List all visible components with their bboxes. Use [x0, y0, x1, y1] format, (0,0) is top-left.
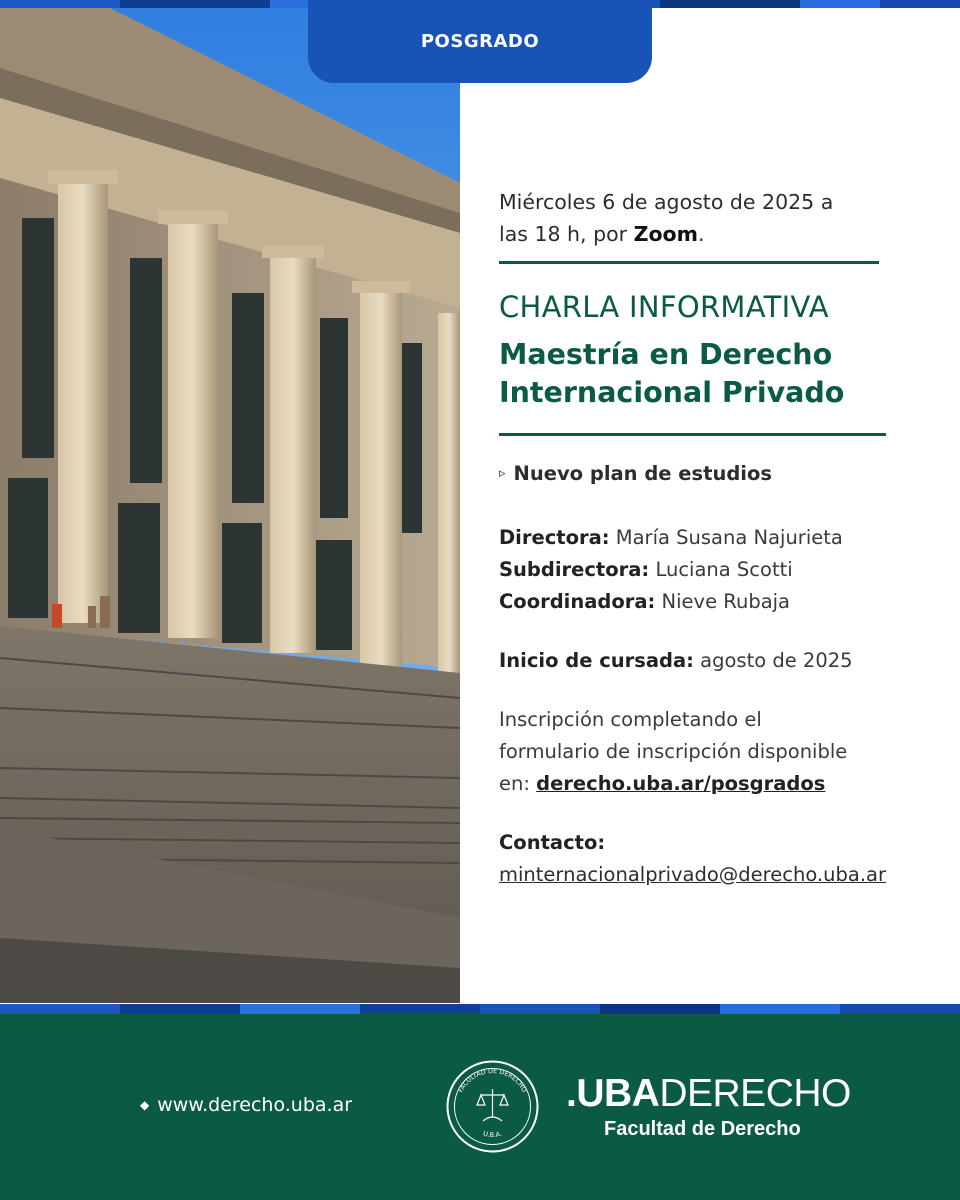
course-start: Inicio de cursada: agosto de 2025 — [499, 649, 853, 672]
platform-name: Zoom — [633, 222, 698, 246]
uba-derecho-logo: .UBADERECHO Facultad de Derecho — [566, 1072, 851, 1140]
section-tab — [308, 0, 652, 83]
event-date: Miércoles 6 de agosto de 2025 a las 18 h, por Zoom. — [499, 190, 834, 246]
highlight-item: ▹ Nuevo plan de estudios — [499, 462, 772, 485]
staff-director: Directora: María Susana Najurieta — [499, 526, 843, 549]
staff-list — [499, 522, 919, 618]
staff-coordinator: Coordinadora: Nieve Rubaja — [499, 590, 791, 613]
registration-info: Inscripción completando el formulario de inscripción disponible en: derecho.uba.ar/posgrados — [499, 708, 848, 795]
section-tab-label: POSGRADO — [420, 31, 540, 52]
contact-info: Contacto: minternacionalprivado@derecho.uba.ar — [499, 831, 886, 886]
event-info — [499, 186, 919, 891]
svg-text:U.B.A.: U.B.A. — [482, 1129, 503, 1140]
staff-subdirector: Subdirectora: Luciana Scotti — [499, 558, 793, 581]
faculty-building-photo — [0, 8, 460, 1003]
faculty-seal-icon — [445, 1059, 540, 1154]
divider — [499, 433, 886, 436]
svg-text:FACULTAD DE DERECHO: FACULTAD DE DERECHO — [456, 1066, 529, 1094]
registration-link[interactable]: derecho.uba.ar/posgrados — [536, 772, 826, 795]
website-link[interactable]: ◆ www.derecho.uba.ar — [140, 1094, 353, 1116]
triangle-right-icon: ▹ — [499, 466, 506, 481]
program-title: Maestría en Derecho Internacional Privado — [499, 338, 845, 409]
bottom-color-stripes — [0, 1004, 960, 1014]
talk-heading: CHARLA INFORMATIVA — [499, 290, 829, 324]
divider — [499, 261, 879, 264]
diamond-icon: ◆ — [140, 1098, 150, 1112]
contact-email-link[interactable]: minternacionalprivado@derecho.uba.ar — [499, 863, 886, 886]
